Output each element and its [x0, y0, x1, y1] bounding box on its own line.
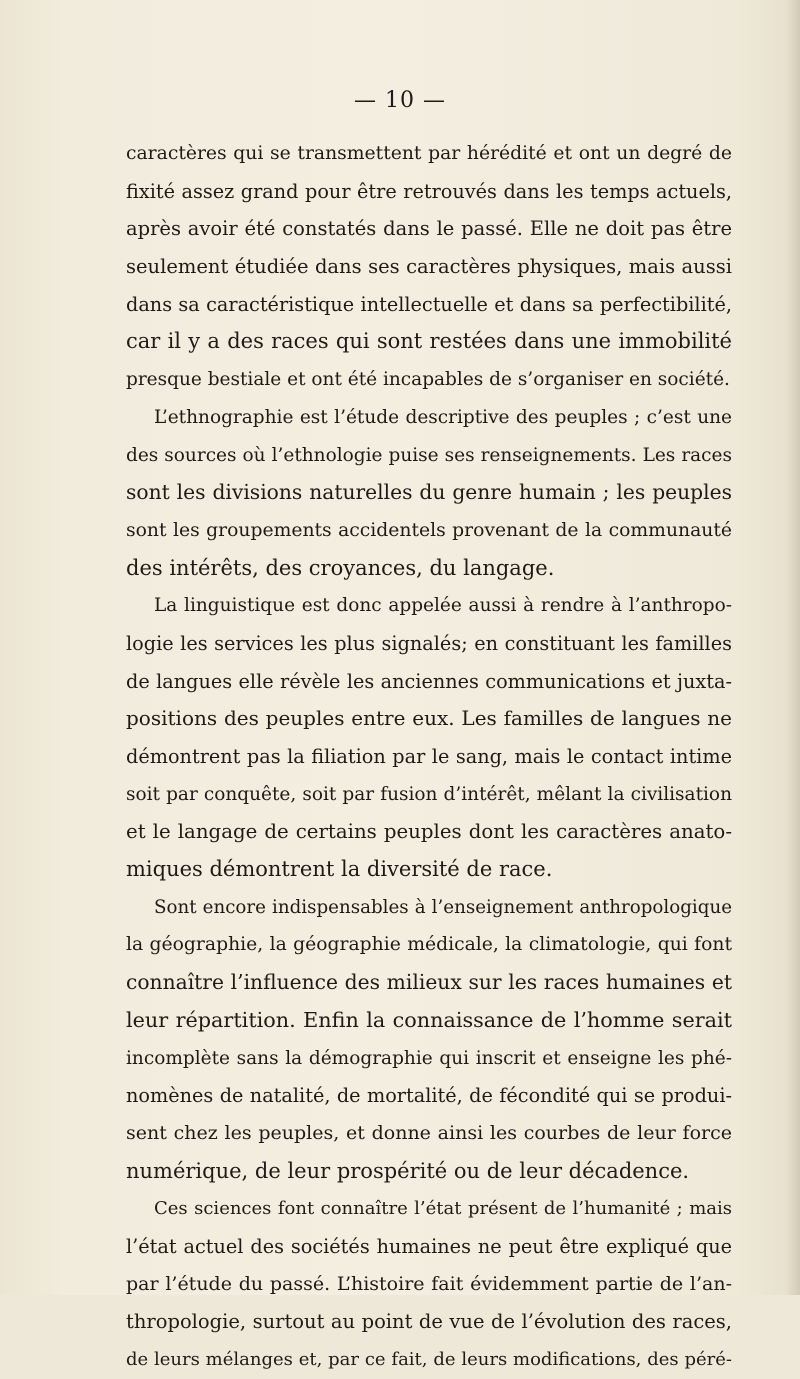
text-line: démontrent pas la filiation par le sang, mais le contact intime [126, 745, 732, 768]
text-line: seulement étudiée dans ses caractères physiques, mais aussi [126, 255, 732, 279]
text-line: Sont encore indispensables à l’enseignement anthropologique [154, 896, 732, 918]
text-line: l’état actuel des sociétés humaines ne peut être expliqué que [126, 1234, 732, 1258]
text-line: presque bestiale et ont été incapables de s’organiser en société. [126, 369, 730, 391]
text-line: fixité assez grand pour être retrouvés dans les temps actuels, [126, 179, 732, 203]
text-line: après avoir été constatés dans le passé. Elle ne doit pas être [126, 217, 732, 241]
text-line: Ces sciences font connaître l’état présent de l’humanité ; mais [154, 1198, 732, 1220]
text-line: L’ethnographie est l’étude descriptive des peuples ; c’est une [154, 406, 732, 428]
text-line: La linguistique est donc appelée aussi à rendre à l’anthropo- [154, 595, 732, 617]
text-line: positions des peuples entre eux. Les familles de langues ne [126, 706, 732, 731]
page-number: — 10 — [354, 88, 446, 113]
text-line: par l’étude du passé. L’histoire fait évidemment partie de l’an- [126, 1272, 732, 1295]
page-edge-shadow [786, 0, 800, 1295]
text-line: caractères qui se transmettent par hérédité et ont un degré de [126, 143, 732, 164]
text-line: numérique, de leur prospérité ou de leur décadence. [126, 1158, 690, 1183]
text-line: sent chez les peuples, et donne ainsi les courbes de leur force [126, 1121, 732, 1144]
text-line: incomplète sans la démographie qui inscrit et enseigne les phé- [126, 1047, 732, 1069]
text-line: la géographie, la géographie médicale, la climatologie, qui font [126, 934, 732, 956]
text-line: connaître l’influence des milieux sur les races humaines et [126, 970, 732, 995]
body-text [126, 135, 732, 1379]
text-line: sont les divisions naturelles du genre humain ; les peuples [126, 480, 732, 505]
text-line: leur répartition. Enfin la connaissance de l’homme serait [126, 1007, 732, 1032]
text-line: de langues elle révèle les anciennes communications et juxta- [126, 669, 732, 693]
text-line: car il y a des races qui sont restées dans une immobilité [126, 329, 732, 354]
text-line: des intérêts, des croyances, du langage. [126, 555, 555, 580]
text-line: sont les groupements accidentels provenant de la communauté [126, 519, 732, 541]
text-line: nomènes de natalité, de mortalité, de fécondité qui se produi- [126, 1084, 732, 1108]
text-line: des sources où l’ethnologie puise ses renseignements. Les races [126, 444, 732, 466]
text-line: de leurs mélanges et, par ce fait, de leurs modifications, des péré- [126, 1349, 732, 1370]
text-line: dans sa caractéristique intellectuelle et dans sa perfectibilité, [126, 292, 732, 316]
text-line: soit par conquête, soit par fusion d’intérêt, mêlant la civilisation [126, 783, 732, 805]
text-line: et le langage de certains peuples dont les caractères anato- [126, 820, 732, 844]
text-line: logie les services les plus signalés; en constituant les familles [126, 631, 732, 655]
text-line: miques démontrent la diversité de race. [126, 857, 553, 882]
text-line: thropologie, surtout au point de vue de l’évolution des races, [126, 1310, 732, 1334]
